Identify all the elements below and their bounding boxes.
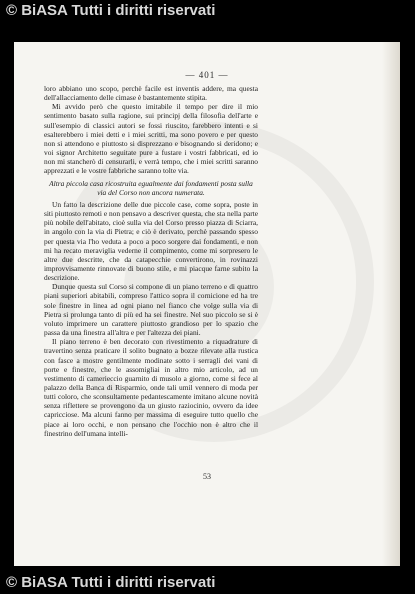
paragraph: loro abbiano uno scopo, perchè facile est inventis addere, ma questa dell'allacciamento delle cimase è bastantemente stipita. [44, 84, 258, 103]
paragraph: Mi avvido però che questo imitabile il tempo per dire il mio sentimento basato sulla ragione, sui principj della filosofia dell'arte e sull'esempio di classici autori se fossi riuscito, farebbero intenti e si esalterebbero i miei detti e i miei scritti, ma sono povero e per questo non si attendono e piuttosto si disprezzano e bisognando si deridono; e voi signor Architetto seguitate pure a fustare i vostri fabbricati, ed io non mi stancherò di censurarli, e verrà tempo, che i miei scritti saranno apprezzati e le vostre fabbriche saranno tolte via. [44, 102, 258, 176]
page-number: — 401 — [185, 70, 229, 80]
paragraph: Dunque questa sul Corso si compone di un piano terreno e di quattro piani superiori abitabili, compreso l'attico sopra il cornicione ed ha tre sole finestre in linea ad ogni piano nel fianco che volge sulla via di Pietra si prolunga tanto di più ed ha sei finestre. Nel suo piccolo se si è voluto imprimere un carattere piuttosto grandioso per lo spazio che passa da una finestra all'altra e per l'altezza dei piani. [44, 282, 258, 338]
section-heading: Altra piccola casa ricostruita egualmente dai fondamenti posta sulla via del Corso non ancora numerata. [49, 178, 253, 197]
paragraph: Un fatto la descrizione delle due piccole case, come sopra, poste in siti piuttosto remoti e non pensavo a descriver questa, che sta nella parte più nobile dell'abitato, cioè sulla via del Corso presso piazza di Sciarra, in angolo con la via di Pietra; e ciò è derivato, perchè passando spesso per questa via l'ho veduta a poco a poco sorgere dai fondamenti, e non mi ha recato meraviglia vederne il compimento, come mi sorpresero le altre due descritte, che da catapecchie convertirono, in rovinazzi improvvisamente rinnovate di buono stile, e mi piacque farne subito la descrizione. [44, 199, 258, 283]
paragraph: Il piano terreno è ben decorato con rivestimento a riquadrature di travertino senza praticare il solito bugnato a bozze rilevate alla rustica con fasce a mostre gentilmente modinate sotto i serragli dei vani di porte e finestre, che le assomigliai in altro mio articolo, ad un vestimento di camerieccio guarnito di musolo a giorno, come si fece al palazzo della Banca di Risparmio, onde tali umil vennero di moda per tutti coloro, che sconsultamente pedantescamente imitano alcune novità senza riflettere se provengono da un giusto raziocinio, ovvero da idee capricciose. Ma alcuni fanno per massima di eseguire tutto quello che piace ai loro occhi, e non pensano che l'occhio non è altro che il finestrino dell'umana intelli- [44, 337, 258, 438]
body-text [44, 84, 258, 438]
binding-shadow [382, 42, 400, 566]
document-page [14, 42, 400, 566]
copyright-watermark-top: © BiASA Tutti i diritti riservati [6, 2, 216, 19]
copyright-watermark-bottom: © BiASA Tutti i diritti riservati [6, 574, 216, 591]
signature-mark: 53 [203, 472, 211, 481]
